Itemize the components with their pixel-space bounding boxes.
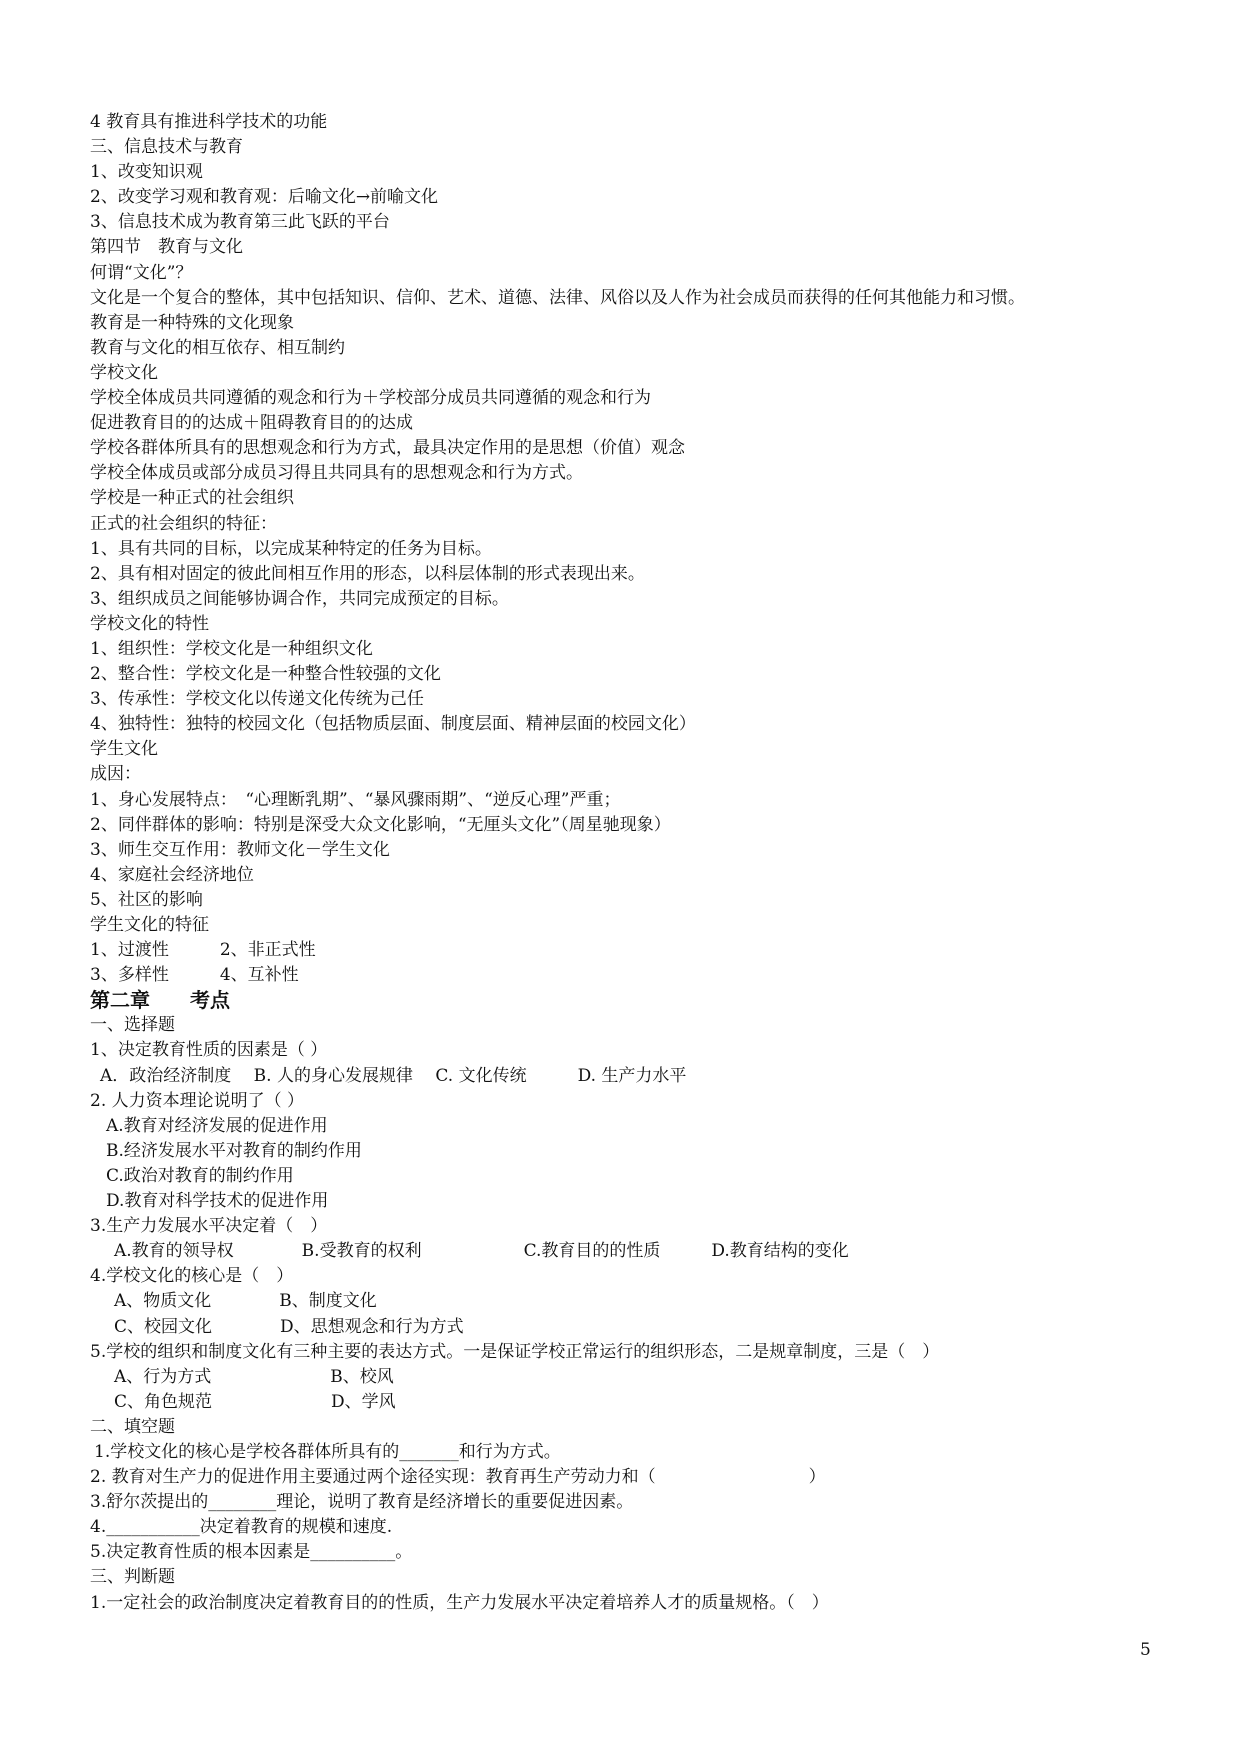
text-line: B.经济发展水平对教育的制约作用 — [106, 1140, 362, 1161]
text-line: 2、同伴群体的影响：特别是深受大众文化影响，“无厘头文化”（周星驰现象） — [90, 814, 671, 835]
text-line: 1、过渡性 2、非正式性 — [90, 940, 316, 961]
text-line: 学校文化的特性 — [90, 613, 209, 634]
text-line: 促进教育目的的达成＋阻碍教育目的的达成 — [90, 413, 413, 434]
text-line: 何谓“文化”？ — [90, 262, 193, 283]
text-line: 1、决定教育性质的因素是（ ） — [90, 1040, 328, 1061]
text-line: A．政治经济制度 B. 人的身心发展规律 C. 文化传统 D. 生产力水平 — [100, 1065, 687, 1086]
text-line: 4.学校文化的核心是（ ） — [90, 1266, 294, 1287]
text-line: 3、信息技术成为教育第三此飞跃的平台 — [90, 212, 390, 233]
text-line: 正式的社会组织的特征： — [90, 513, 277, 534]
text-line: C.政治对教育的制约作用 — [106, 1165, 294, 1186]
text-line: D.教育对科学技术的促进作用 — [106, 1191, 329, 1212]
text-line: A.教育对经济发展的促进作用 — [106, 1115, 328, 1136]
text-line: 1.一定社会的政治制度决定着教育目的的性质，生产力发展水平决定着培养人才的质量规格。（ ） — [90, 1592, 829, 1613]
text-line: 学校全体成员或部分成员习得且共同具有的思想观念和行为方式。 — [90, 463, 583, 484]
text-line: 3、组织成员之间能够协调合作，共同完成预定的目标。 — [90, 588, 509, 609]
text-line: 4、独特性：独特的校园文化（包括物质层面、制度层面、精神层面的校园文化） — [90, 714, 696, 735]
page-number: 5 — [1140, 1640, 1151, 1660]
text-line: 2、整合性：学校文化是一种整合性较强的文化 — [90, 664, 441, 685]
text-block — [90, 110, 1180, 1616]
text-line: 学生文化的特征 — [90, 915, 209, 935]
chapter-heading: 第二章 考点 — [90, 988, 230, 1013]
text-line: 3、师生交互作用：教师文化－学生文化 — [90, 839, 390, 860]
text-line: 5、社区的影响 — [90, 889, 203, 910]
text-line: 学校各群体所具有的思想观念和行为方式，最具决定作用的是思想（价值）观念 — [90, 438, 685, 459]
text-line: 第四节 教育与文化 — [90, 237, 243, 258]
text-line: 二、填空题 — [90, 1416, 175, 1437]
text-line: 3.生产力发展水平决定着（ ） — [90, 1216, 328, 1237]
text-line: C、校园文化 D、思想观念和行为方式 — [114, 1316, 464, 1337]
text-line: 3.舒尔茨提出的________理论，说明了教育是经济增长的重要促进因素。 — [90, 1492, 634, 1513]
text-line: 1、身心发展特点： “心理断乳期”、“暴风骤雨期”、“逆反心理”严重； — [90, 789, 621, 810]
text-line: 2、改变学习观和教育观：后喻文化→前喻文化 — [90, 187, 439, 208]
text-line: A、物质文化 B、制度文化 — [114, 1291, 377, 1312]
text-line: 学生文化 — [90, 739, 158, 760]
text-line: 1、改变知识观 — [90, 162, 203, 183]
text-line: 文化是一个复合的整体，其中包括知识、信仰、艺术、道德、法律、风俗以及人作为社会成员而获得的任何其他能力和习惯。 — [90, 287, 1025, 308]
text-line: 3、传承性：学校文化以传递文化传统为己任 — [90, 689, 424, 710]
text-line: 5.决定教育性质的根本因素是__________。 — [90, 1542, 413, 1563]
text-line: 4.___________决定着教育的规模和速度. — [90, 1517, 393, 1538]
text-line: 学校文化 — [90, 362, 158, 383]
text-line: 2. 教育对生产力的促进作用主要通过两个途径实现：教育再生产劳动力和（ ） — [90, 1467, 826, 1488]
text-line: 一、选择题 — [90, 1015, 175, 1036]
text-line: 教育是一种特殊的文化现象 — [90, 312, 294, 333]
text-line: 教育与文化的相互依存、相互制约 — [90, 337, 345, 358]
text-line: 成因： — [90, 764, 141, 785]
text-line: 3、多样性 4、互补性 — [90, 965, 299, 986]
text-line: 2. 人力资本理论说明了（ ） — [90, 1090, 305, 1111]
text-line: 1、具有共同的目标，以完成某种特定的任务为目标。 — [90, 538, 492, 559]
text-line: 2、具有相对固定的彼此间相互作用的形态，以科层体制的形式表现出来。 — [90, 563, 645, 584]
text-line: 4、家庭社会经济地位 — [90, 864, 254, 885]
text-line: A.教育的领导权 B.受教育的权利 C.教育目的的性质 D.教育结构的变化 — [114, 1241, 849, 1262]
text-line: 5.学校的组织和制度文化有三种主要的表达方式。一是保证学校正常运行的组织形态，二是规章制度，三是（ ） — [90, 1341, 940, 1362]
text-line: A、行为方式 B、校风 — [114, 1366, 394, 1387]
text-line: 1、组织性：学校文化是一种组织文化 — [90, 638, 373, 659]
text-line: 学校全体成员共同遵循的观念和行为＋学校部分成员共同遵循的观念和行为 — [90, 388, 651, 409]
text-line: 1.学校文化的核心是学校各群体所具有的_______和行为方式。 — [94, 1441, 561, 1462]
text-line: 三、信息技术与教育 — [90, 137, 243, 158]
text-line: 4 教育具有推进科学技术的功能 — [90, 112, 328, 132]
text-line: 三、判断题 — [90, 1567, 175, 1588]
text-line: 学校是一种正式的社会组织 — [90, 488, 294, 509]
text-line: C、角色规范 D、学风 — [114, 1391, 396, 1412]
